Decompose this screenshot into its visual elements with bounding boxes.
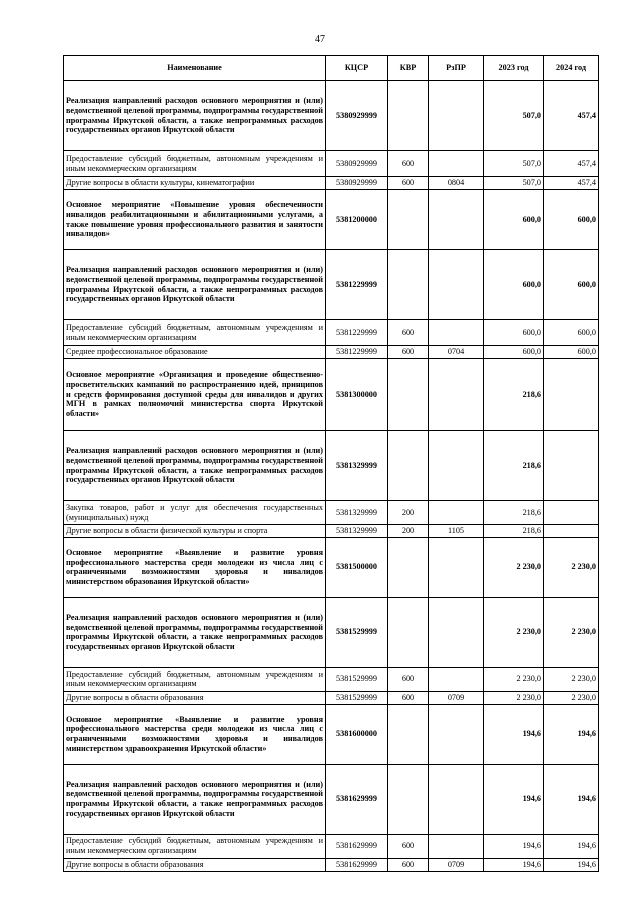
table-row (64, 691, 599, 704)
table-row (64, 501, 599, 525)
table-row (64, 525, 599, 538)
table-row (64, 151, 599, 177)
row-kcsr: 5381229999 (326, 250, 388, 320)
row-kcsr: 5380929999 (326, 177, 388, 190)
row-kvr: 600 (388, 691, 429, 704)
row-2024: 457,4 (544, 81, 599, 151)
row-kcsr: 5381629999 (326, 858, 388, 871)
row-2024: 2 230,0 (544, 597, 599, 667)
row-rzpr: 0709 (429, 691, 484, 704)
row-2024: 194,6 (544, 764, 599, 834)
row-rzpr (429, 431, 484, 501)
row-2023: 194,6 (484, 834, 544, 858)
table-row (64, 537, 599, 597)
row-2024: 600,0 (544, 346, 599, 359)
row-2024 (544, 525, 599, 538)
row-kvr (388, 537, 429, 597)
budget-table (63, 55, 599, 872)
table-row (64, 431, 599, 501)
row-kvr (388, 359, 429, 431)
table-row (64, 667, 599, 691)
header-kvr: КВР (388, 56, 429, 81)
row-2023: 218,6 (484, 359, 544, 431)
row-kcsr: 5381529999 (326, 691, 388, 704)
table-row (64, 250, 599, 320)
row-kvr (388, 764, 429, 834)
row-name: Предоставление субсидий бюджетным, автономным учреждениям и иным некоммерческим организациям (64, 320, 326, 346)
row-kvr: 600 (388, 834, 429, 858)
row-kcsr: 5381529999 (326, 597, 388, 667)
table-row (64, 177, 599, 190)
row-kvr (388, 704, 429, 764)
row-rzpr (429, 320, 484, 346)
row-rzpr (429, 704, 484, 764)
row-kcsr: 5380929999 (326, 151, 388, 177)
row-rzpr: 0804 (429, 177, 484, 190)
row-2024: 194,6 (544, 704, 599, 764)
row-2023: 507,0 (484, 151, 544, 177)
row-2024: 2 230,0 (544, 691, 599, 704)
row-2023: 2 230,0 (484, 597, 544, 667)
table-row (64, 597, 599, 667)
row-kvr (388, 431, 429, 501)
row-rzpr (429, 81, 484, 151)
row-rzpr: 0704 (429, 346, 484, 359)
row-2023: 507,0 (484, 177, 544, 190)
table-header-row (64, 56, 599, 81)
table-row (64, 320, 599, 346)
row-name: Реализация направлений расходов основного мероприятия и (или) ведомственной целевой программы, подпрограммы государственной программы Иркутской области, а также непрограммных расходов государственных органов Иркутской области (64, 431, 326, 501)
table-row (64, 834, 599, 858)
row-rzpr (429, 667, 484, 691)
row-2023: 218,6 (484, 525, 544, 538)
row-kcsr: 5381629999 (326, 834, 388, 858)
table-row (64, 704, 599, 764)
row-2023: 2 230,0 (484, 691, 544, 704)
row-2024 (544, 501, 599, 525)
header-2024: 2024 год (544, 56, 599, 81)
row-2023: 600,0 (484, 190, 544, 250)
header-name: Наименование (64, 56, 326, 81)
row-2024: 2 230,0 (544, 537, 599, 597)
row-kcsr: 5381500000 (326, 537, 388, 597)
row-rzpr (429, 597, 484, 667)
header-2023: 2023 год (484, 56, 544, 81)
table-row (64, 346, 599, 359)
row-2024: 600,0 (544, 250, 599, 320)
row-rzpr: 0709 (429, 858, 484, 871)
row-2023: 600,0 (484, 320, 544, 346)
row-kvr: 600 (388, 320, 429, 346)
row-name: Закупка товаров, работ и услуг для обеспечения государственных (муниципальных) нужд (64, 501, 326, 525)
table-row (64, 190, 599, 250)
row-kcsr: 5381529999 (326, 667, 388, 691)
row-name: Предоставление субсидий бюджетным, автономным учреждениям и иным некоммерческим организациям (64, 151, 326, 177)
row-rzpr (429, 764, 484, 834)
row-2024 (544, 431, 599, 501)
row-rzpr (429, 151, 484, 177)
row-kvr: 600 (388, 858, 429, 871)
row-kvr (388, 250, 429, 320)
row-2024: 457,4 (544, 177, 599, 190)
row-name: Реализация направлений расходов основного мероприятия и (или) ведомственной целевой программы, подпрограммы государственной программы Иркутской области, а также непрограммных расходов государственных органов Иркутской области (64, 81, 326, 151)
row-2023: 507,0 (484, 81, 544, 151)
row-name: Основное мероприятие «Выявление и развитие уровня профессионального мастерства среди молодежи из числа лиц с ограниченными возможностями здоровья и инвалидов министерством здравоохранения Иркутской области» (64, 704, 326, 764)
row-kcsr: 5381229999 (326, 346, 388, 359)
row-kvr: 600 (388, 151, 429, 177)
row-name: Среднее профессиональное образование (64, 346, 326, 359)
row-2023: 194,6 (484, 764, 544, 834)
row-kcsr: 5381329999 (326, 431, 388, 501)
table-row (64, 81, 599, 151)
row-kcsr: 5381600000 (326, 704, 388, 764)
row-2023: 600,0 (484, 250, 544, 320)
row-name: Другие вопросы в области образования (64, 691, 326, 704)
row-name: Реализация направлений расходов основного мероприятия и (или) ведомственной целевой программы, подпрограммы государственной программы Иркутской области, а также непрограммных расходов государственных органов Иркутской области (64, 597, 326, 667)
row-2024: 600,0 (544, 190, 599, 250)
row-kvr: 600 (388, 177, 429, 190)
table-row (64, 359, 599, 431)
row-name: Другие вопросы в области физической культуры и спорта (64, 525, 326, 538)
row-kvr: 200 (388, 501, 429, 525)
row-kcsr: 5381329999 (326, 501, 388, 525)
row-kvr: 600 (388, 667, 429, 691)
row-rzpr (429, 359, 484, 431)
row-rzpr (429, 190, 484, 250)
row-kvr: 200 (388, 525, 429, 538)
row-2024: 457,4 (544, 151, 599, 177)
row-kcsr: 5381629999 (326, 764, 388, 834)
row-rzpr: 1105 (429, 525, 484, 538)
table-body (64, 81, 599, 872)
row-rzpr (429, 834, 484, 858)
row-2024: 194,6 (544, 858, 599, 871)
row-2023: 194,6 (484, 704, 544, 764)
row-2023: 194,6 (484, 858, 544, 871)
row-2023: 600,0 (484, 346, 544, 359)
row-kvr (388, 190, 429, 250)
row-kcsr: 5381329999 (326, 525, 388, 538)
header-rzpr: РзПР (429, 56, 484, 81)
row-rzpr (429, 250, 484, 320)
row-kvr (388, 597, 429, 667)
row-name: Реализация направлений расходов основного мероприятия и (или) ведомственной целевой программы, подпрограммы государственной программы Иркутской области, а также непрограммных расходов государственных органов Иркутской области (64, 250, 326, 320)
row-2023: 218,6 (484, 431, 544, 501)
row-kcsr: 5381229999 (326, 320, 388, 346)
row-name: Реализация направлений расходов основного мероприятия и (или) ведомственной целевой программы, подпрограммы государственной программы Иркутской области, а также непрограммных расходов государственных органов Иркутской области (64, 764, 326, 834)
header-kcsr: КЦСР (326, 56, 388, 81)
row-name: Предоставление субсидий бюджетным, автономным учреждениям и иным некоммерческим организациям (64, 667, 326, 691)
table-row (64, 858, 599, 871)
row-2023: 218,6 (484, 501, 544, 525)
row-name: Основное мероприятие «Организация и проведение общественно-просветительских кампаний по распространению идей, принципов и средств формирования доступной среды для инвалидов и других МГН в рамках полномочий министерства спорта Иркутской области» (64, 359, 326, 431)
row-name: Другие вопросы в области образования (64, 858, 326, 871)
row-kvr: 600 (388, 346, 429, 359)
row-kcsr: 5380929999 (326, 81, 388, 151)
row-kvr (388, 81, 429, 151)
row-kcsr: 5381200000 (326, 190, 388, 250)
row-2023: 2 230,0 (484, 667, 544, 691)
row-kcsr: 5381300000 (326, 359, 388, 431)
row-name: Основное мероприятие «Повышение уровня обеспеченности инвалидов реабилитационными и абилитационными услугами, а также повышение уровня профессионального развития и занятости инвалидов» (64, 190, 326, 250)
row-2024 (544, 359, 599, 431)
row-name: Основное мероприятие «Выявление и развитие уровня профессионального мастерства среди молодежи из числа лиц с ограниченными возможностями здоровья и инвалидов министерством образования Иркутской области» (64, 537, 326, 597)
row-rzpr (429, 537, 484, 597)
row-name: Предоставление субсидий бюджетным, автономным учреждениям и иным некоммерческим организациям (64, 834, 326, 858)
table-row (64, 764, 599, 834)
row-name: Другие вопросы в области культуры, кинематографии (64, 177, 326, 190)
row-2024: 194,6 (544, 834, 599, 858)
row-2024: 600,0 (544, 320, 599, 346)
row-rzpr (429, 501, 484, 525)
row-2023: 2 230,0 (484, 537, 544, 597)
page-number: 47 (315, 34, 325, 45)
row-2024: 2 230,0 (544, 667, 599, 691)
